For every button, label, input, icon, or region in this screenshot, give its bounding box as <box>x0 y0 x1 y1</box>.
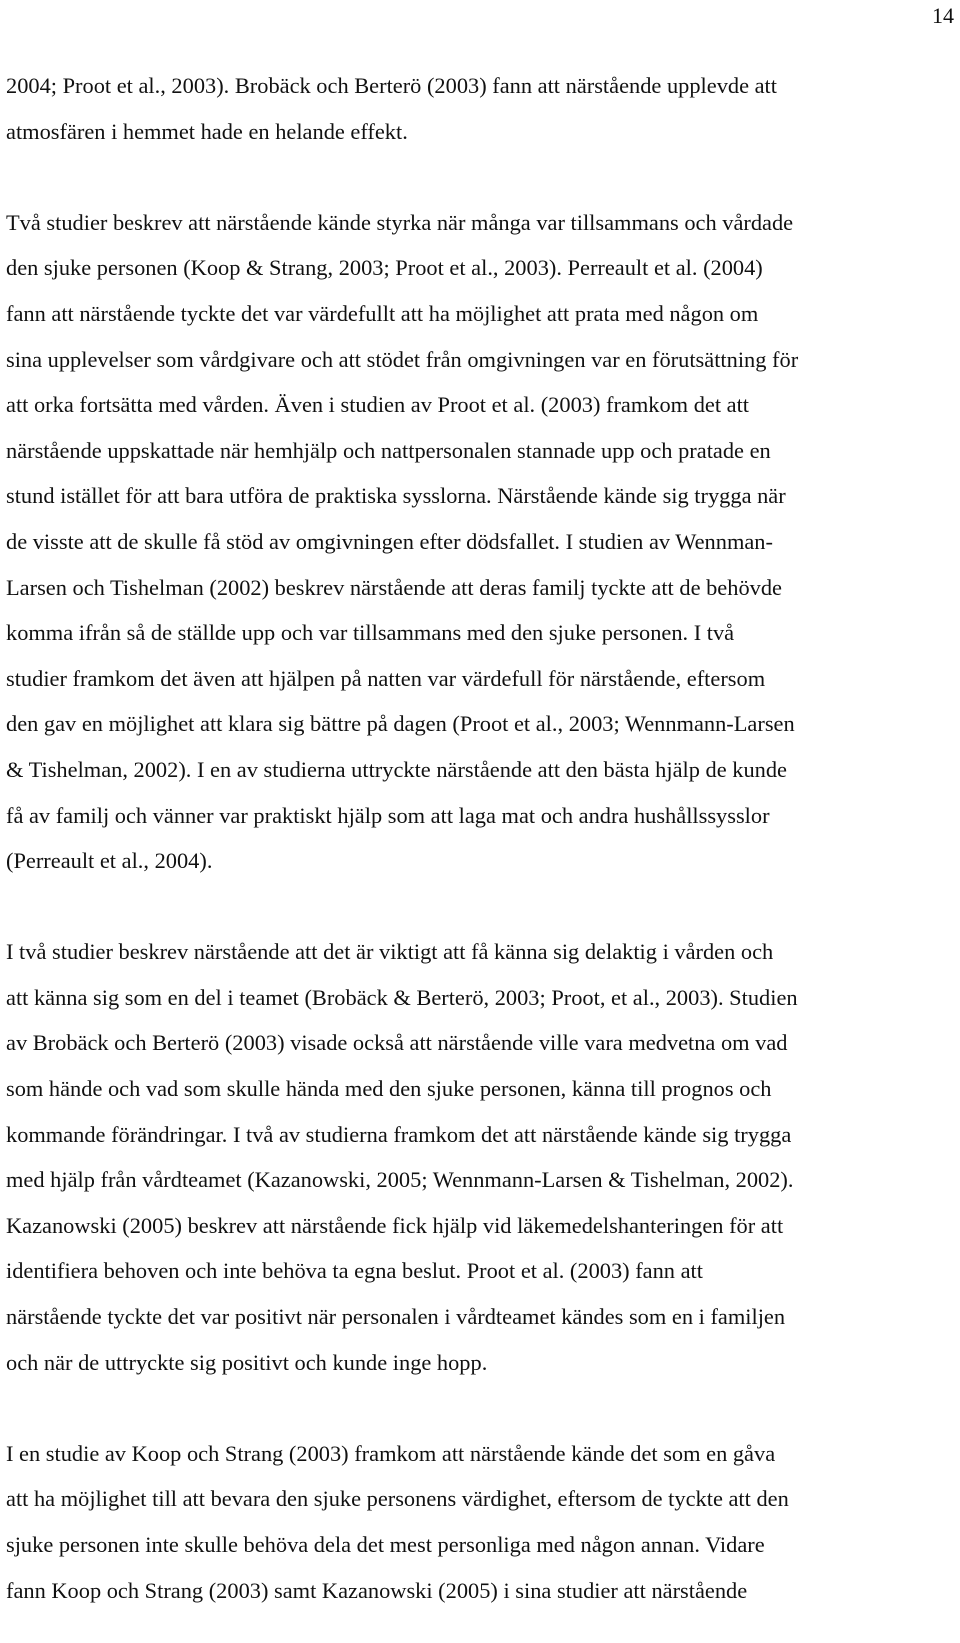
text-line: närstående tyckte det var positivt när personalen i vårdteamet kändes som en i familjen <box>6 1304 786 1330</box>
text-line: Kazanowski (2005) beskrev att närstående fick hjälp vid läkemedelshanteringen för att <box>6 1212 784 1238</box>
text-line: att känna sig som en del i teamet (Brobäck & Berterö, 2003; Proot, et al., 2003). Studien <box>6 984 798 1010</box>
text-line: Larsen och Tishelman (2002) beskrev närstående att deras familj tyckte att de behövde <box>6 574 782 600</box>
text-line: närstående uppskattade när hemhjälp och nattpersonalen stannade upp och pratade en <box>6 437 771 463</box>
paragraph-gap <box>6 154 958 200</box>
text-line: komma ifrån så de ställde upp och var tillsammans med den sjuke personen. I två <box>6 620 735 646</box>
paragraph <box>6 929 958 1385</box>
paragraph <box>6 1431 958 1613</box>
text-line: stund istället för att bara utföra de praktiska sysslorna. Närstående kände sig trygga när <box>6 483 786 509</box>
text-line: (Perreault et al., 2004). <box>6 848 213 874</box>
text-line: att orka fortsätta med vården. Även i studien av Proot et al. (2003) framkom det att <box>6 392 750 418</box>
text-line: 2004; Proot et al., 2003). Brobäck och Berterö (2003) fann att närstående upplevde att <box>6 73 778 98</box>
text-line: av Brobäck och Berterö (2003) visade också att närstående ville vara medvetna om vad <box>6 1030 788 1056</box>
text-line: atmosfären i hemmet hade en helande effekt. <box>6 118 408 144</box>
text-line: att ha möjlighet till att bevara den sjuke personens värdighet, eftersom de tyckte att den <box>6 1486 789 1512</box>
paragraph-gap <box>6 884 958 930</box>
text-line: fann Koop och Strang (2003) samt Kazanowski (2005) i sina studier att närstående <box>6 1577 748 1603</box>
document-body <box>6 63 958 1613</box>
text-line: de visste att de skulle få stöd av omgivningen efter dödsfallet. I studien av Wennman- <box>6 528 773 554</box>
text-line: fann att närstående tyckte det var värdefullt att ha möjlighet att prata med någon om <box>6 300 759 326</box>
text-line: få av familj och vänner var praktiskt hjälp som att laga mat och andra hushållssysslor <box>6 802 770 828</box>
text-line: med hjälp från vårdteamet (Kazanowski, 2005; Wennmann-Larsen & Tishelman, 2002). <box>6 1167 794 1193</box>
text-line: som hände och vad som skulle hända med den sjuke personen, känna till prognos och <box>6 1076 772 1102</box>
text-line: & Tishelman, 2002). I en av studierna uttryckte närstående att den bästa hjälp de kunde <box>6 756 787 782</box>
text-line: kommande förändringar. I två av studierna framkom det att närstående kände sig trygga <box>6 1121 792 1147</box>
text-line: studier framkom det även att hjälpen på natten var värdefull för närstående, eftersom <box>6 665 766 691</box>
text-line: Två studier beskrev att närstående kände styrka när många var tillsammans och vårdade <box>6 209 794 235</box>
text-line: identifiera behoven och inte behöva ta egna beslut. Proot et al. (2003) fann att <box>6 1258 703 1284</box>
text-line: sina upplevelser som vårdgivare och att stödet från omgivningen var en förutsättning för <box>6 346 799 372</box>
paragraph <box>6 200 958 884</box>
page-number: 14 <box>932 3 954 28</box>
text-line: I två studier beskrev närstående att det är viktigt att få känna sig delaktig i vården och <box>6 939 774 965</box>
text-line: den gav en möjlighet att klara sig bättre på dagen (Proot et al., 2003; Wennmann-Larsen <box>6 711 795 737</box>
text-line: den sjuke personen (Koop & Strang, 2003; Proot et al., 2003). Perreault et al. (2004) <box>6 255 763 281</box>
text-line: och när de uttryckte sig positivt och kunde inge hopp. <box>6 1349 488 1375</box>
text-line: I en studie av Koop och Strang (2003) framkom att närstående kände det som en gåva <box>6 1440 776 1466</box>
paragraph <box>6 63 958 154</box>
paragraph-gap <box>6 1385 958 1431</box>
text-line: sjuke personen inte skulle behöva dela det mest personliga med någon annan. Vidare <box>6 1532 765 1557</box>
